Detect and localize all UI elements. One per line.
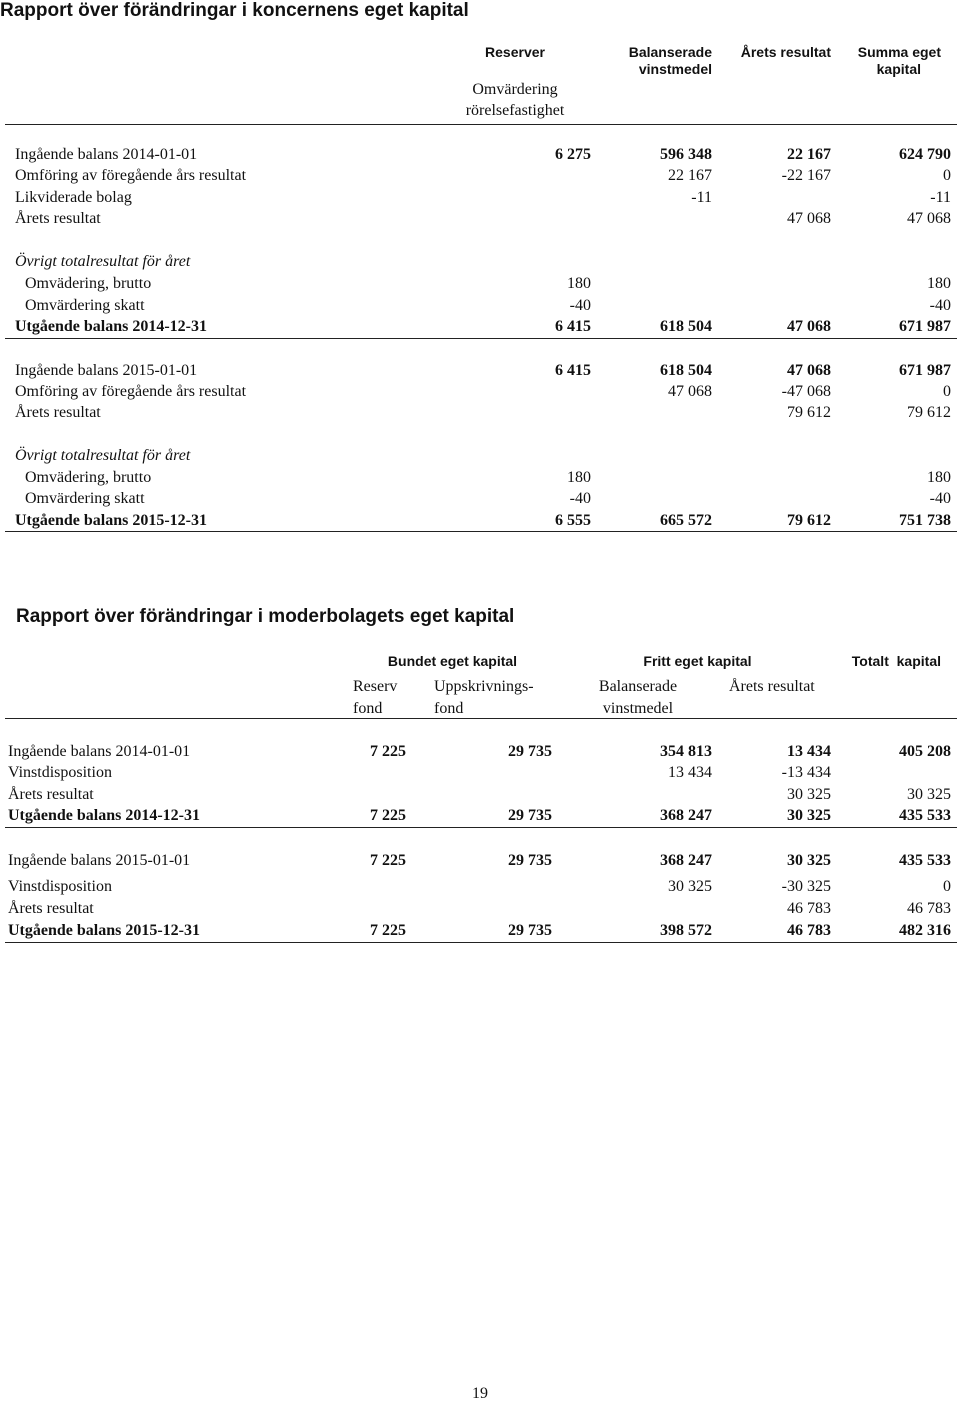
row-label: Ingående balans 2015-01-01 [15, 362, 198, 379]
row-label: Omföring av föregående års resultat [15, 167, 247, 184]
table-row [0, 785, 960, 805]
row-label: Ingående balans 2015-01-01 [8, 852, 191, 869]
table-row [0, 742, 960, 762]
row-label: Utgående balans 2014-12-31 [8, 807, 201, 824]
row-value-c5: 46 783 [907, 900, 951, 917]
section2-title: Rapport över förändringar i moderbolagets eget kapital [16, 606, 515, 627]
row-value-c4: 79 612 [907, 404, 951, 421]
row-label: Årets resultat [8, 900, 94, 917]
table-row [0, 921, 960, 941]
header-reserv-1: Reserv [353, 678, 398, 695]
row-label: Vinstdisposition [8, 878, 112, 895]
row-value-c3: 368 247 [660, 852, 712, 869]
row-label: Övrigt totalresultat för året [15, 253, 191, 270]
header-balans-2: vinstmedel [602, 700, 674, 717]
row-value-c2: 29 735 [508, 743, 552, 760]
table-row [0, 403, 960, 423]
table-row [0, 446, 960, 466]
row-value-c2: 618 504 [660, 318, 712, 335]
row-value-c1: -40 [569, 490, 591, 507]
section1-header-rule [5, 124, 957, 125]
row-value-c5: 405 208 [899, 743, 951, 760]
row-value-c3: 47 068 [787, 318, 831, 335]
header-fritt: Fritt eget kapital [643, 653, 752, 669]
table-row [0, 166, 960, 186]
row-value-c3: 79 612 [787, 404, 831, 421]
row-label: Omföring av föregående års resultat [15, 383, 247, 400]
header-uppskr-2: fond [434, 700, 464, 717]
row-value-c3: -22 167 [781, 167, 831, 184]
row-value-c4: 180 [927, 469, 951, 486]
row-value-c3: 398 572 [660, 922, 712, 939]
row-value-c4: 46 783 [787, 900, 831, 917]
row-label: Utgående balans 2015-12-31 [8, 922, 201, 939]
row-value-c2: 29 735 [508, 852, 552, 869]
row-value-c4: -40 [929, 297, 951, 314]
table-row [0, 274, 960, 294]
row-value-c5: 0 [943, 878, 951, 895]
row-value-c5: 30 325 [907, 786, 951, 803]
row-value-c1: 7 225 [370, 922, 406, 939]
header-omvardering-2: rörelsefastighet [465, 102, 565, 119]
row-value-c2: 665 572 [660, 512, 712, 529]
row-value-c5: 435 533 [899, 852, 951, 869]
row-value-c1: 6 555 [555, 512, 591, 529]
table-row [0, 468, 960, 488]
row-label: Årets resultat [8, 786, 94, 803]
row-value-c3: 47 068 [787, 210, 831, 227]
row-value-c4: -40 [929, 490, 951, 507]
row-value-c4: -13 434 [781, 764, 831, 781]
table-row [0, 382, 960, 402]
row-value-c3: 368 247 [660, 807, 712, 824]
row-value-c2: 29 735 [508, 807, 552, 824]
row-value-c2: 29 735 [508, 922, 552, 939]
row-value-c2: 22 167 [668, 167, 712, 184]
row-value-c3: -47 068 [781, 383, 831, 400]
row-value-c4: 30 325 [787, 852, 831, 869]
row-value-c1: -40 [569, 297, 591, 314]
row-value-c4: 30 325 [787, 786, 831, 803]
row-label: Omvärdering skatt [25, 297, 145, 314]
row-value-c4: 30 325 [787, 807, 831, 824]
header-balanserade-2: vinstmedel [638, 61, 712, 77]
section2-rule-2014 [5, 827, 957, 828]
table-row [0, 851, 960, 871]
row-label: Ingående balans 2014-01-01 [15, 146, 198, 163]
row-label: Årets resultat [15, 210, 101, 227]
header-totalt: Totalt kapital [851, 653, 941, 669]
row-value-c4: 46 783 [787, 922, 831, 939]
row-value-c3: 13 434 [668, 764, 712, 781]
table-row [0, 296, 960, 316]
row-value-c4: 671 987 [899, 318, 951, 335]
row-value-c1: 180 [567, 275, 591, 292]
header-balans-1: Balanserade [598, 678, 678, 695]
row-label: Omvärdering skatt [25, 490, 145, 507]
row-value-c1: 6 415 [555, 318, 591, 335]
header-uppskr-1: Uppskrivnings- [434, 678, 534, 695]
row-value-c4: 0 [943, 167, 951, 184]
row-label: Omvädering, brutto [25, 275, 152, 292]
table-row [0, 317, 960, 337]
header-summa-2: kapital [876, 61, 921, 77]
table-row [0, 899, 960, 919]
row-value-c3: 47 068 [787, 362, 831, 379]
row-value-c5: 482 316 [899, 922, 951, 939]
section1-title: Rapport över förändringar i koncernens eget kapital [0, 0, 469, 21]
row-value-c4: 671 987 [899, 362, 951, 379]
table-row [0, 209, 960, 229]
section1-rule-2014 [5, 338, 957, 339]
row-value-c4: 47 068 [907, 210, 951, 227]
header-omvardering-1: Omvärdering [472, 81, 558, 98]
row-value-c4: -11 [930, 189, 951, 206]
table-row [0, 252, 960, 272]
header-bundet: Bundet eget kapital [387, 653, 518, 669]
row-value-c2: 47 068 [668, 383, 712, 400]
row-value-c1: 7 225 [370, 743, 406, 760]
section1-rule-2015 [5, 531, 957, 532]
header-reserver: Reserver [485, 44, 545, 60]
table-row [0, 511, 960, 531]
row-label: Ingående balans 2014-01-01 [8, 743, 191, 760]
row-value-c4: -30 325 [781, 878, 831, 895]
row-value-c2: -11 [691, 189, 712, 206]
page-number: 19 [472, 1385, 488, 1402]
header-balanserade-1: Balanserade [628, 44, 712, 60]
row-label: Utgående balans 2014-12-31 [15, 318, 208, 335]
row-value-c1: 6 415 [555, 362, 591, 379]
row-value-c4: 751 738 [899, 512, 951, 529]
row-value-c1: 6 275 [555, 146, 591, 163]
row-value-c2: 618 504 [660, 362, 712, 379]
row-value-c3: 30 325 [668, 878, 712, 895]
row-value-c3: 354 813 [660, 743, 712, 760]
table-row [0, 145, 960, 165]
row-label: Likviderade bolag [15, 189, 132, 206]
row-value-c4: 180 [927, 275, 951, 292]
section2-rule-2015 [5, 942, 957, 943]
table-row [0, 877, 960, 897]
row-value-c5: 435 533 [899, 807, 951, 824]
table-row [0, 188, 960, 208]
row-value-c1: 7 225 [370, 807, 406, 824]
row-value-c4: 13 434 [787, 743, 831, 760]
row-value-c3: 79 612 [787, 512, 831, 529]
row-value-c1: 7 225 [370, 852, 406, 869]
table-row [0, 763, 960, 783]
row-label: Vinstdisposition [8, 764, 112, 781]
row-value-c3: 22 167 [787, 146, 831, 163]
header-arets-resultat: Årets resultat [740, 44, 831, 60]
row-label: Omvädering, brutto [25, 469, 152, 486]
table-row [0, 361, 960, 381]
row-label: Utgående balans 2015-12-31 [15, 512, 208, 529]
section2-header-rule [5, 718, 957, 719]
row-value-c1: 180 [567, 469, 591, 486]
header-reserv-2: fond [353, 700, 383, 717]
row-value-c4: 624 790 [899, 146, 951, 163]
header-arets-resultat-2: Årets resultat [729, 678, 815, 695]
header-summa-1: Summa eget [857, 44, 941, 60]
table-row [0, 489, 960, 509]
table-row [0, 806, 960, 826]
row-value-c4: 0 [943, 383, 951, 400]
row-label: Övrigt totalresultat för året [15, 447, 191, 464]
row-label: Årets resultat [15, 404, 101, 421]
row-value-c2: 596 348 [660, 146, 712, 163]
